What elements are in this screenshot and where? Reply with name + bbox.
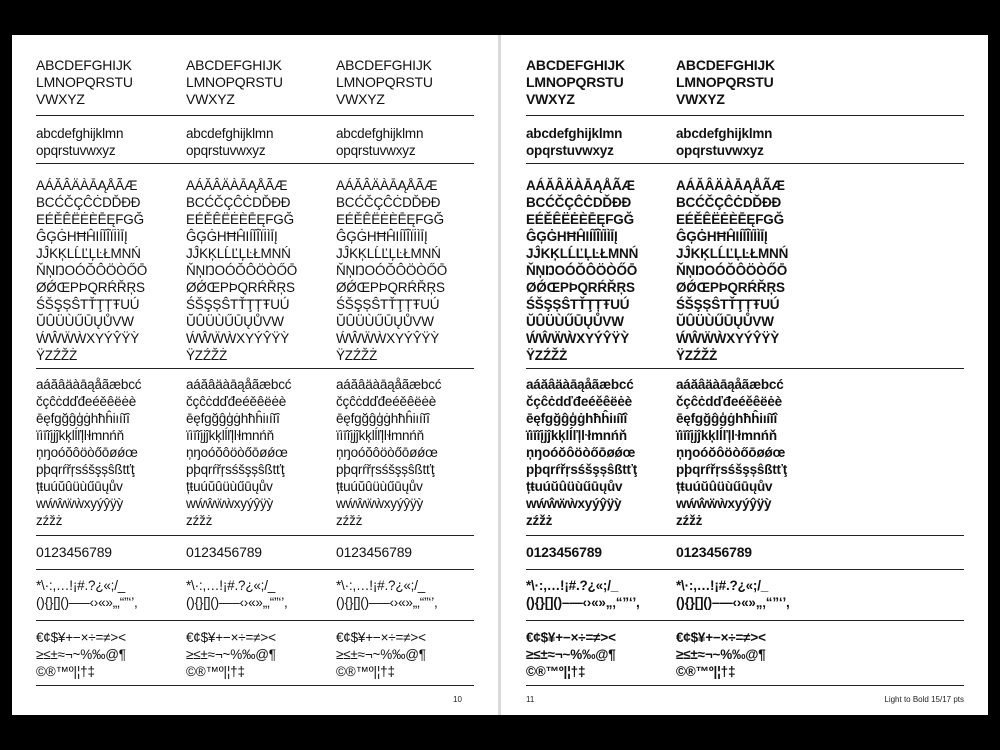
section-divider	[526, 535, 964, 536]
uppercase-sample: ABCDEFGHIJK LMNOPQRSTU VWXYZ	[336, 57, 433, 107]
symbols-sample: €¢$¥+−×÷=≠>< ≥≤±≈¬~%‰@¶ ©®™º|¦†‡	[336, 630, 426, 679]
section-divider	[526, 115, 964, 116]
symbols-sample: €¢$¥+−×÷=≠>< ≥≤±≈¬~%‰@¶ ©®™º|¦†‡	[526, 630, 616, 679]
accented-caps-sample: AÁĂÂÄÀĀĄÅÃÆ BCĆČÇĈĊDĎĐĐ EÉĚÊËĖÈĒĘFGĞ ĜĢĠHĦĤIÍĬÎÏİÌĪĮ JĴKĶLĹĽĻĿŁMNŃ ŇŅŊOÓŎÔÖÒŐŌ ØǾŒPÞQRŔŘŖS ŚŠŞȘŜTŤŢȚŦUÚ ŬÛÜÙŰŪŲŮVW ẂŴẄẀXYÝŶŸỲ ŸZŹŽŻ	[526, 178, 639, 363]
figures-sample: 0123456789	[676, 544, 752, 560]
section-divider	[526, 368, 964, 369]
section-divider	[526, 685, 964, 686]
punctuation-sample: *\·:,…!¡#.?¿«;/_ (){}[]()–—‹›«»„‚“”‘’,	[526, 578, 640, 610]
figures-sample: 0123456789	[36, 544, 112, 560]
figures-sample: 0123456789	[186, 544, 262, 560]
left-page	[12, 35, 498, 715]
accented-caps-sample: AÁĂÂÄÀĀĄÅÃÆ BCĆČÇĈĊDĎĐĐ EÉĚÊËĖÈĒĘFGĞ ĜĢĠHĦĤIÍĬÎÏİÌĪĮ JĴKĶLĹĽĻĿŁMNŃ ŇŅŊOÓŎÔÖÒŐŌ ØǾŒPÞQRŔŘŖS ŚŠŞȘŜTŤŢȚŦUÚ ŬÛÜÙŰŪŲŮVW ẂŴẄẀXYÝŶŸỲ ŸZŹŽŻ	[676, 178, 789, 363]
accented-lowercase-sample: aáăâäàāąåãæbcć čçĉċdďđeéěêëėè ēęfgğĝģġhħĥiıíĭî ïìīĩįjĵkķlĺľļŀłmnńň ņŋoóŏôöòőōøǿœ pþqrŕřŗsśšşșŝßtťţ țŧuúŭûüùűūųův wẃŵẅẁxyýŷÿỳ zźžż	[36, 377, 142, 528]
accented-caps-sample: AÁĂÂÄÀĀĄÅÃÆ BCĆČÇĈĊDĎĐĐ EÉĚÊËĖÈĒĘFGĞ ĜĢĠHĦĤIÍĬÎÏİÌĪĮ JĴKĶLĹĽĻĿŁMNŃ ŇŅŊOÓŎÔÖÒŐŌ ØǾŒPÞQRŔŘŖS ŚŠŞȘŜTŤŢȚŦUÚ ŬÛÜÙŰŪŲŮVW ẂŴẄẀXYÝŶŸỲ ŸZŹŽŻ	[36, 178, 148, 363]
right-page	[501, 35, 988, 715]
accented-lowercase-sample: aáăâäàāąåãæbcć čçĉċdďđeéěêëėè ēęfgğĝģġhħĥiıíĭî ïìīĩįjĵkķlĺľļŀłmnńň ņŋoóŏôöòőōøǿœ pþqrŕřŗsśšşșŝßtťţ țŧuúŭûüùűūųův wẃŵẅẁxyýŷÿỳ zźžż	[336, 377, 442, 528]
symbols-sample: €¢$¥+−×÷=≠>< ≥≤±≈¬~%‰@¶ ©®™º|¦†‡	[36, 630, 126, 679]
uppercase-sample: ABCDEFGHIJK LMNOPQRSTU VWXYZ	[36, 57, 133, 107]
page-number: 11	[526, 695, 535, 704]
accented-lowercase-sample: aáăâäàāąåãæbcć čçĉċdďđeéěêëėè ēęfgğĝģġhħĥiıíĭî ïìīĩįjĵkķlĺľļŀłmnńň ņŋoóŏôöòőōøǿœ pþqrŕřŗsśšşșŝßtťţ țŧuúŭûüùűūųův wẃŵẅẁxyýŷÿỳ zźžż	[186, 377, 292, 528]
lowercase-sample: abcdefghijklmn opqrstuvwxyz	[526, 126, 623, 158]
accented-lowercase-sample: aáăâäàāąåãæbcć čçĉċdďđeéěêëėè ēęfgğĝģġhħĥiıíĭî ïìīĩįjĵkķlĺľļŀłmnńň ņŋoóŏôöòőōøǿœ pþqrŕřŗsśšşșŝßtťţ țŧuúŭûüùűūųův wẃŵẅẁxyýŷÿỳ zźžż	[676, 377, 788, 528]
accented-lowercase-sample: aáăâäàāąåãæbcć čçĉċdďđeéěêëėè ēęfgğĝģġhħĥiıíĭî ïìīĩįjĵkķlĺľļŀłmnńň ņŋoóŏôöòőōøǿœ pþqrŕřŗsśšşșŝßtťţ țŧuúŭûüùűūųův wẃŵẅẁxyýŷÿỳ zźžż	[526, 377, 638, 528]
specimen-caption: Light to Bold 15/17 pts	[884, 695, 964, 704]
section-divider	[36, 685, 474, 686]
lowercase-sample: abcdefghijklmn opqrstuvwxyz	[186, 126, 274, 158]
section-divider	[36, 620, 474, 621]
section-divider	[36, 163, 474, 164]
uppercase-sample: ABCDEFGHIJK LMNOPQRSTU VWXYZ	[526, 57, 625, 107]
section-divider	[526, 569, 964, 570]
accented-caps-sample: AÁĂÂÄÀĀĄÅÃÆ BCĆČÇĈĊDĎĐĐ EÉĚÊËĖÈĒĘFGĞ ĜĢĠHĦĤIÍĬÎÏİÌĪĮ JĴKĶLĹĽĻĿŁMNŃ ŇŅŊOÓŎÔÖÒŐŌ ØǾŒPÞQRŔŘŖS ŚŠŞȘŜTŤŢȚŦUÚ ŬÛÜÙŰŪŲŮVW ẂŴẄẀXYÝŶŸỲ ŸZŹŽŻ	[336, 178, 448, 363]
symbols-sample: €¢$¥+−×÷=≠>< ≥≤±≈¬~%‰@¶ ©®™º|¦†‡	[186, 630, 276, 679]
figures-sample: 0123456789	[526, 544, 602, 560]
section-divider	[36, 569, 474, 570]
section-divider	[36, 535, 474, 536]
symbols-sample: €¢$¥+−×÷=≠>< ≥≤±≈¬~%‰@¶ ©®™º|¦†‡	[676, 630, 766, 679]
section-divider	[526, 620, 964, 621]
figures-sample: 0123456789	[336, 544, 412, 560]
page-number: 10	[453, 695, 462, 704]
punctuation-sample: *\·:,…!¡#.?¿«;/_ (){}[]()–—‹›«»„‚“”‘’,	[676, 578, 790, 610]
uppercase-sample: ABCDEFGHIJK LMNOPQRSTU VWXYZ	[186, 57, 283, 107]
accented-caps-sample: AÁĂÂÄÀĀĄÅÃÆ BCĆČÇĈĊDĎĐĐ EÉĚÊËĖÈĒĘFGĞ ĜĢĠHĦĤIÍĬÎÏİÌĪĮ JĴKĶLĹĽĻĿŁMNŃ ŇŅŊOÓŎÔÖÒŐŌ ØǾŒPÞQRŔŘŖS ŚŠŞȘŜTŤŢȚŦUÚ ŬÛÜÙŰŪŲŮVW ẂŴẄẀXYÝŶŸỲ ŸZŹŽŻ	[186, 178, 298, 363]
lowercase-sample: abcdefghijklmn opqrstuvwxyz	[676, 126, 773, 158]
section-divider	[36, 368, 474, 369]
uppercase-sample: ABCDEFGHIJK LMNOPQRSTU VWXYZ	[676, 57, 775, 107]
section-divider	[526, 163, 964, 164]
punctuation-sample: *\·:,…!¡#.?¿«;/_ (){}[]()–—‹›«»„‚“”‘’,	[36, 578, 138, 610]
punctuation-sample: *\·:,…!¡#.?¿«;/_ (){}[]()–—‹›«»„‚“”‘’,	[336, 578, 438, 610]
section-divider	[36, 115, 474, 116]
lowercase-sample: abcdefghijklmn opqrstuvwxyz	[36, 126, 124, 158]
lowercase-sample: abcdefghijklmn opqrstuvwxyz	[336, 126, 424, 158]
punctuation-sample: *\·:,…!¡#.?¿«;/_ (){}[]()–—‹›«»„‚“”‘’,	[186, 578, 288, 610]
